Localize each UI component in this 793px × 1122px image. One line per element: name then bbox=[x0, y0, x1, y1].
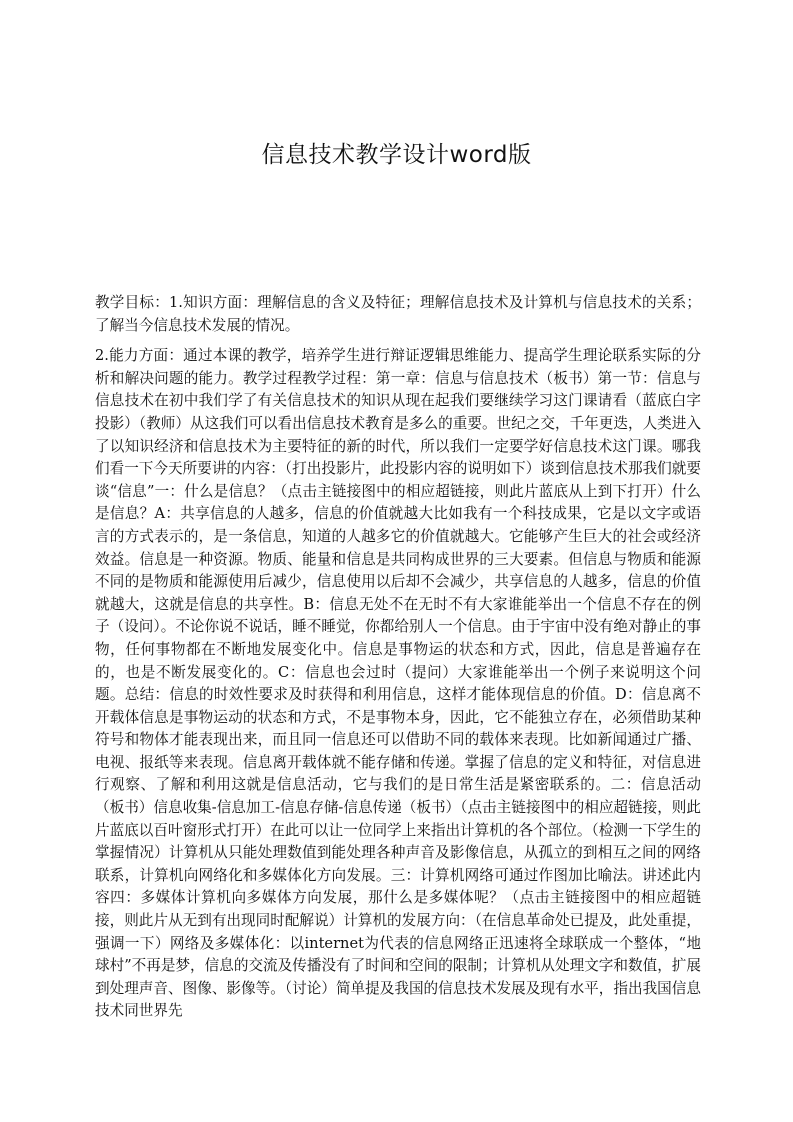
document-body bbox=[95, 292, 701, 1023]
document-title: 信息技术教学设计word版 bbox=[261, 142, 532, 168]
paragraph-teaching-goals: 教学目标：1.知识方面：理解信息的含义及特征；理解信息技术及计算机与信息技术的关系；了解当今信息技术发展的情况。 bbox=[95, 294, 701, 334]
paragraph-ability-and-process: 2.能力方面：通过本课的教学，培养学生进行辩证逻辑思维能力、提高学生理论联系实际的分析和解决问题的能力。教学过程教学过程：第一章：信息与信息技术（板书）第一节：信息与信息技术在初中我们学了有关信息技术的知识从现在起我们要继续学习这门课请看（蓝底白字投影）（教师）从这我们可以看出信息技术教育是多么的重要。世纪之交，千年更迭，人类进入了以知识经济和信息技术为主要特征的新的时代，所以我们一定要学好信息技术这门课。哪我们看一下今天所要讲的内容：（打出投影片，此投影内容的说明如下）谈到信息技术那我们就要谈“信息”一：什么是信息？（点击主链接图中的相应超链接，则此片蓝底从上到下打开）什么是信息？A：共享信息的人越多，信息的价值就越大比如我有一个科技成果，它是以文字或语言的方式表示的，是一条信息，知道的人越多它的价值就越大。它能够产生巨大的社会或经济效益。信息是一种资源。物质、能量和信息是共同构成世界的三大要素。但信息与物质和能源不同的是物质和能源使用后减少，信息使用以后却不会减少，共享信息的人越多，信息的价值就越大，这就是信息的共享性。B：信息无处不在无时不有大家谁能举出一个信息不存在的例子（设问）。不论你说不说话，睡不睡觉，你都给别人一个信息。由于宇宙中没有绝对静止的事物，任何事物都在不断地发展变化中。信息是事物运的状态和方式，因此，信息是普遍存在的，也是不断发展变化的。C：信息也会过时（提问）大家谁能举出一个例子来说明这个问题。总结：信息的时效性要求及时获得和利用信息，这样才能体现信息的价值。D：信息离不开载体信息是事物运动的状态和方式，不是事物本身，因此，它不能独立存在，必须借助某种符号和物体才能表现出来，而且同一信息还可以借助不同的载体来表现。比如新闻通过广播、电视、报纸等来表现。信息离开载体就不能存储和传递。掌握了信息的定义和特征，对信息进行观察、了解和利用这就是信息活动，它与我们的是日常生活是紧密联系的。二：信息活动（板书）信息收集-信息加工-信息存储-信息传递（板书）（点击主链接图中的相应超链接，则此片蓝底以百叶窗形式打开）在此可以让一位同学上来指出计算机的各个部位。（检测一下学生的掌握情况）计算机从只能处理数值到能处理各种声音及影像信息，从孤立的到相互之间的网络联系，计算机向网络化和多媒体化方向发展。三：计算机网络可通过作图加比喻法。讲述此内容四：多媒体计算机向多媒体方向发展，那什么是多媒体呢？（点击主链接图中的相应超链接，则此片从无到有出现同时配解说）计算机的发展方向：（在信息革命处已提及，此处重提，强调一下）网络及多媒体化：以internet为代表的信息网络正迅速将全球联成一个整体，“地球村”不再是梦，信息的交流及传播没有了时间和空间的限制；计算机从处理文字和数值，扩展到处理声音、图像、影像等。（讨论）简单提及我国的信息技术发展及现有水平，指出我国信息技术同世界先 bbox=[95, 347, 701, 1020]
